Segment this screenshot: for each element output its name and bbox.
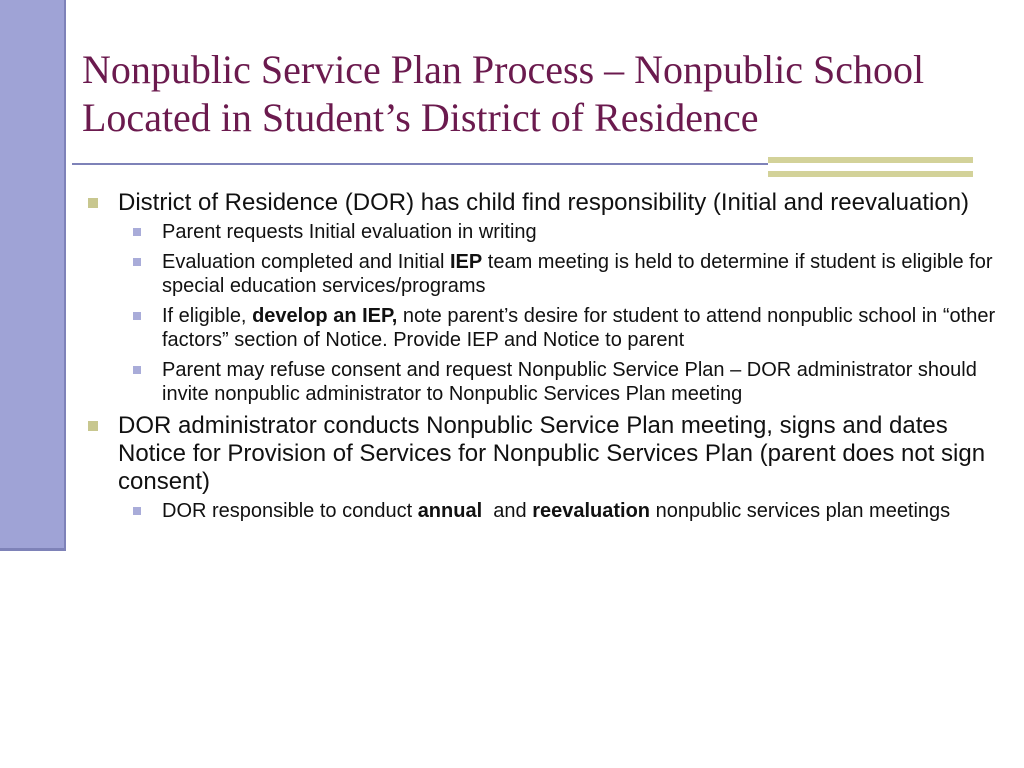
left-accent-bar [0,0,66,551]
accent-stripe-bottom [768,171,973,177]
square-bullet-icon [133,366,141,374]
sub-bullet-text-part: DOR responsible to conduct [162,500,418,522]
slide-title: Nonpublic Service Plan Process – Nonpublic School Located in Student’s District of Residence [82,47,925,140]
sub-bullet-list [118,220,1001,406]
sub-bullet-list [118,499,1001,523]
title-underline-rule [72,163,768,165]
title-accent-stripes [768,157,973,177]
sub-bullet-text-part: Evaluation completed and Initial [162,251,450,273]
bold-term-develop-iep: develop an IEP, [252,305,398,327]
sub-bullet-text: Parent may refuse consent and request Nonpublic Service Plan – DOR administrator should invite nonpublic administrator to Nonpublic Services Plan meeting [162,359,977,405]
sub-bullet-parent-request [118,220,1001,244]
square-bullet-icon [88,421,98,431]
square-bullet-icon [133,312,141,320]
sub-bullet-dor-responsible [118,499,1001,523]
sub-bullet-text-part: and [482,500,533,522]
square-bullet-icon [133,258,141,266]
slide-body [86,189,1001,529]
sub-bullet-evaluation-completed [118,250,1001,298]
bullet-item-dor-administrator [86,412,1001,523]
bullet-text: DOR administrator conducts Nonpublic Service Plan meeting, signs and dates Notice for Provision of Services for Nonpublic Services Plan (parent does not sign consent) [118,412,986,495]
bullet-text: District of Residence (DOR) has child find responsibility (Initial and reevaluation) [118,189,970,216]
accent-stripe-top [768,157,973,163]
sub-bullet-text-part: nonpublic services plan meetings [650,500,951,522]
sub-bullet-text-part: team meeting is held to determine if student is eligible for special education services/programs [162,251,993,297]
bold-term-reevaluation: reevaluation [532,500,651,522]
sub-bullet-parent-refuse [118,358,1001,406]
square-bullet-icon [88,198,98,208]
sub-bullet-text-part: If eligible, [162,305,253,327]
sub-bullet-text-part: note parent’s desire for student to attend nonpublic school in “other factors” section of Notice. Provide IEP and Notice to parent [162,305,996,351]
bold-term-annual: annual [417,500,483,522]
sub-bullet-text: Parent requests Initial evaluation in writing [162,221,537,243]
square-bullet-icon [133,228,141,236]
square-bullet-icon [133,507,141,515]
bullet-item-dor-child-find [86,189,1001,406]
bold-term-iep: IEP [449,251,483,273]
bullet-list [86,189,1001,523]
sub-bullet-if-eligible [118,304,1001,352]
